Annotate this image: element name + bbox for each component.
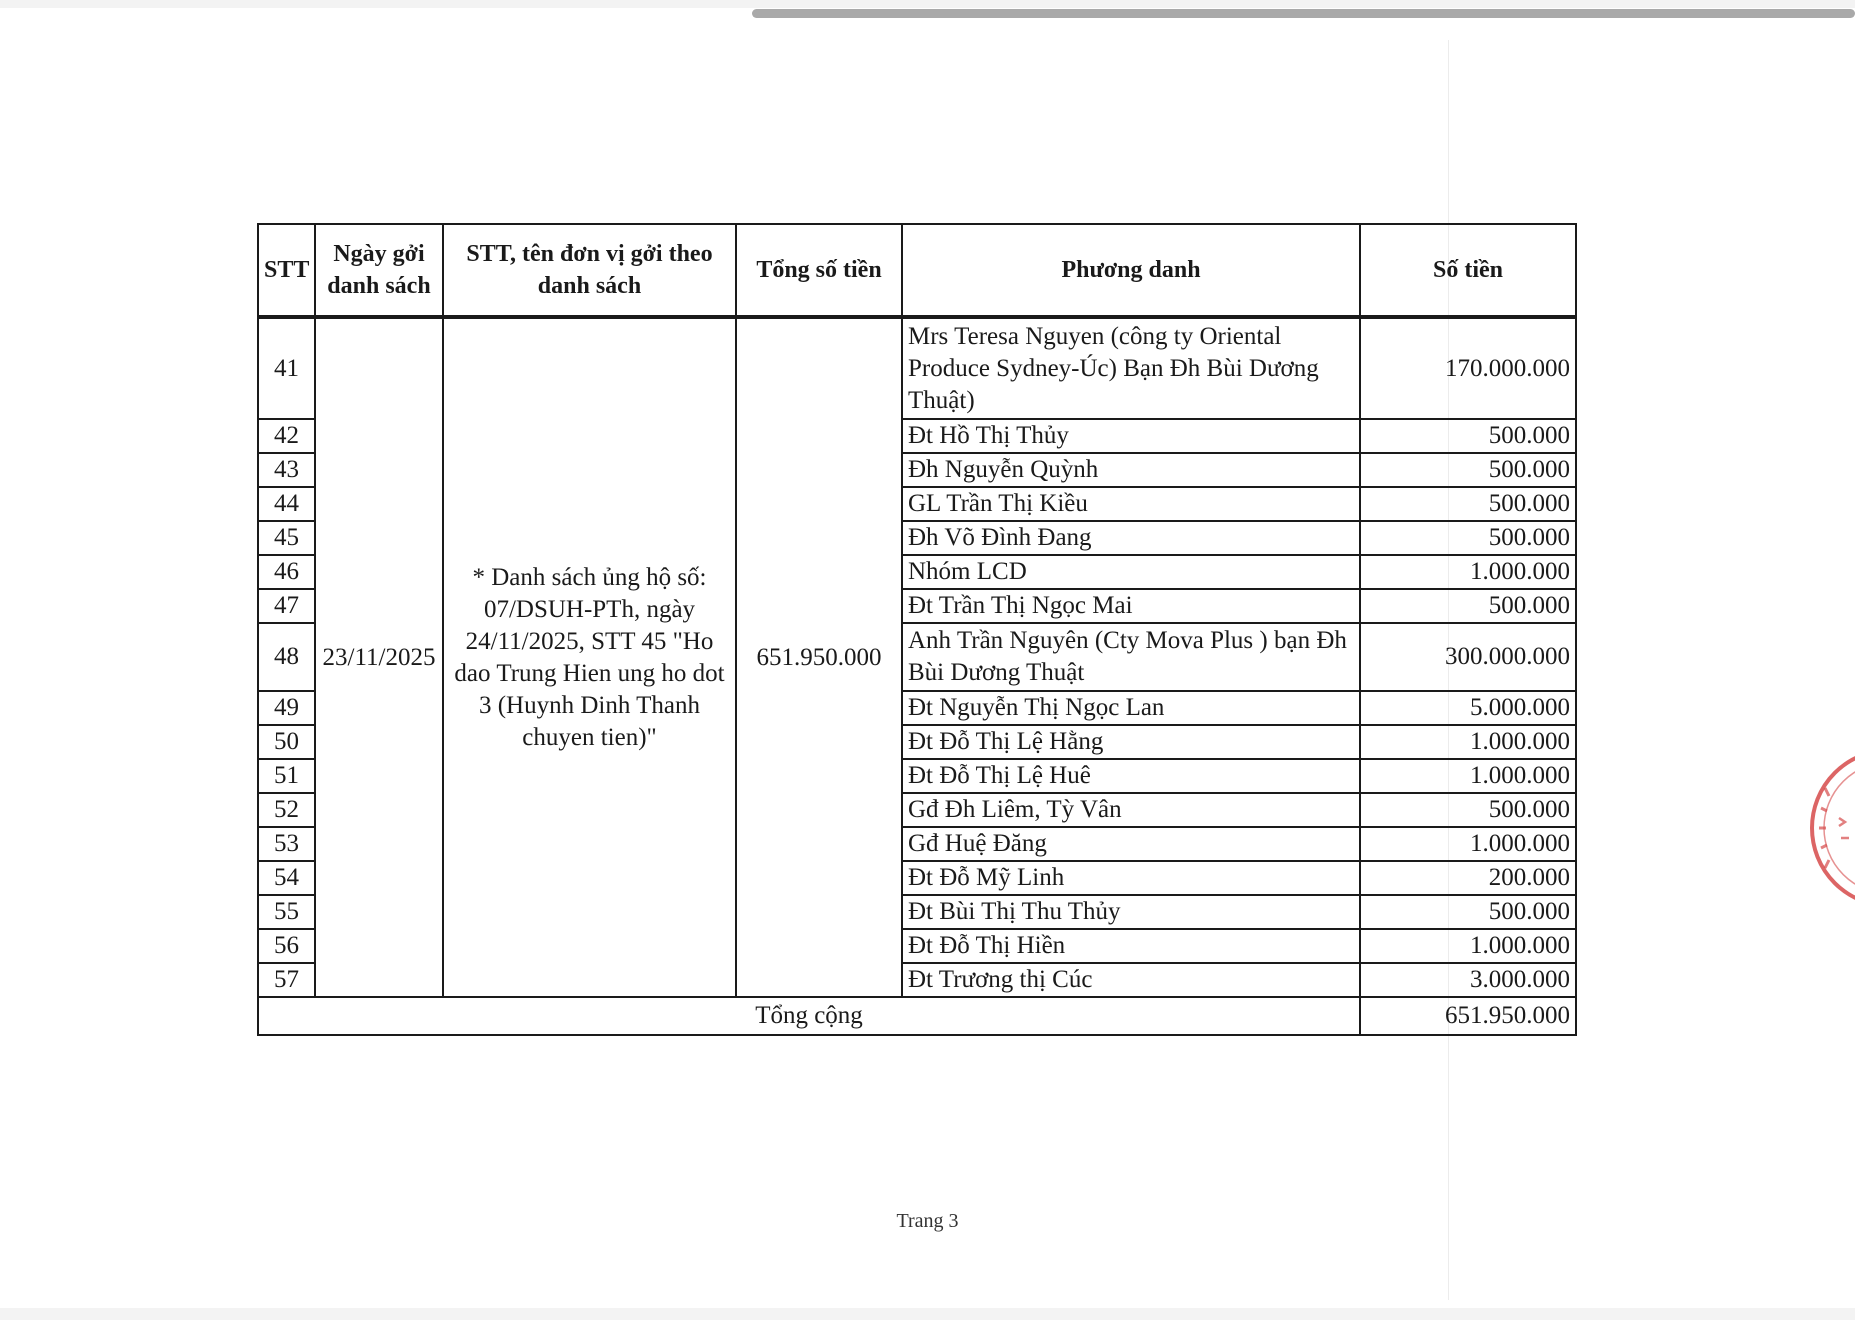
row-amount: 500.000 [1360, 419, 1576, 453]
donation-table [257, 223, 1577, 1036]
header-name: Phương danh [902, 224, 1360, 317]
table-header-row [258, 224, 1576, 317]
row-name: Đt Đỗ Thị Lệ Huê [902, 759, 1360, 793]
row-amount: 500.000 [1360, 487, 1576, 521]
horizontal-scrollbar[interactable] [752, 9, 1855, 18]
row-stt: 57 [258, 963, 315, 997]
row-amount: 1.000.000 [1360, 929, 1576, 963]
header-stt: STT [258, 224, 315, 317]
red-seal-stamp [1795, 728, 1855, 928]
row-name: Đt Đỗ Mỹ Linh [902, 861, 1360, 895]
row-amount: 5.000.000 [1360, 691, 1576, 725]
summary-value: 651.950.000 [1360, 997, 1576, 1035]
row-name: Đt Nguyễn Thị Ngọc Lan [902, 691, 1360, 725]
row-name: Mrs Teresa Nguyen (công ty Oriental Produce Sydney-Úc) Bạn Đh Bùi Dương Thuật) [902, 317, 1360, 419]
row-stt: 53 [258, 827, 315, 861]
header-total: Tổng số tiền [736, 224, 902, 317]
row-name: Đt Bùi Thị Thu Thủy [902, 895, 1360, 929]
page-number: Trang 3 [896, 1210, 959, 1232]
row-stt: 47 [258, 589, 315, 623]
header-unit: STT, tên đơn vị gởi theo danh sách [443, 224, 736, 317]
row-stt: 56 [258, 929, 315, 963]
row-amount: 500.000 [1360, 453, 1576, 487]
row-amount: 1.000.000 [1360, 725, 1576, 759]
row-stt: 51 [258, 759, 315, 793]
row-name: Anh Trần Nguyên (Cty Mova Plus ) bạn Đh Bùi Dương Thuật [902, 623, 1360, 691]
row-name: Đt Đỗ Thị Hiền [902, 929, 1360, 963]
row-stt: 50 [258, 725, 315, 759]
row-name: Đh Võ Đình Đang [902, 521, 1360, 555]
header-amount: Số tiền [1360, 224, 1576, 317]
row-name: Đt Đỗ Thị Lệ Hằng [902, 725, 1360, 759]
row-stt: 52 [258, 793, 315, 827]
table-row [258, 317, 1576, 419]
header-date: Ngày gởi danh sách [315, 224, 443, 317]
row-name: Gđ Đh Liêm, Tỳ Vân [902, 793, 1360, 827]
row-amount: 500.000 [1360, 589, 1576, 623]
row-amount: 500.000 [1360, 521, 1576, 555]
row-name: Gđ Huệ Đăng [902, 827, 1360, 861]
group-total: 651.950.000 [736, 317, 902, 997]
row-amount: 500.000 [1360, 793, 1576, 827]
row-stt: 42 [258, 419, 315, 453]
summary-row [258, 997, 1576, 1035]
summary-label: Tổng cộng [258, 997, 1360, 1035]
row-stt: 54 [258, 861, 315, 895]
row-stt: 49 [258, 691, 315, 725]
row-amount: 300.000.000 [1360, 623, 1576, 691]
row-amount: 3.000.000 [1360, 963, 1576, 997]
row-stt: 43 [258, 453, 315, 487]
row-name: Đt Trương thị Cúc [902, 963, 1360, 997]
row-stt: 45 [258, 521, 315, 555]
row-amount: 1.000.000 [1360, 555, 1576, 589]
row-name: Đt Trần Thị Ngọc Mai [902, 589, 1360, 623]
row-amount: 1.000.000 [1360, 759, 1576, 793]
row-name: Đh Nguyễn Quỳnh [902, 453, 1360, 487]
row-name: Đt Hồ Thị Thủy [902, 419, 1360, 453]
row-stt: 48 [258, 623, 315, 691]
row-amount: 1.000.000 [1360, 827, 1576, 861]
row-name: GL Trần Thị Kiều [902, 487, 1360, 521]
group-date: 23/11/2025 [315, 317, 443, 997]
row-amount: 170.000.000 [1360, 317, 1576, 419]
row-amount: 200.000 [1360, 861, 1576, 895]
row-amount: 500.000 [1360, 895, 1576, 929]
group-unit: * Danh sách ủng hộ số: 07/DSUH-PTh, ngày 24/11/2025, STT 45 "Ho dao Trung Hien ung ho dot 3 (Huynh Dinh Thanh chuyen tien)" [443, 317, 736, 997]
row-stt: 55 [258, 895, 315, 929]
row-name: Nhóm LCD [902, 555, 1360, 589]
row-stt: 41 [258, 317, 315, 419]
row-stt: 46 [258, 555, 315, 589]
row-stt: 44 [258, 487, 315, 521]
